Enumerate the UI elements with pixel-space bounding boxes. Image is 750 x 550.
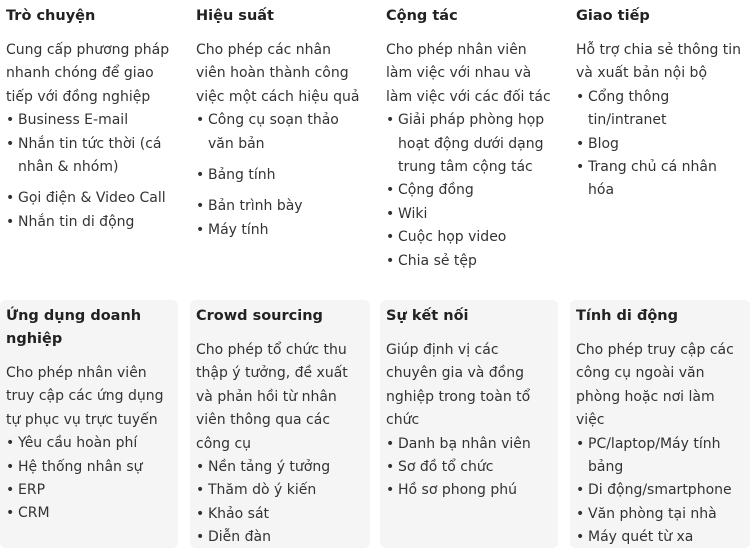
list-item: • Business E-mail — [6, 109, 172, 132]
list-item: • Máy tính — [196, 219, 364, 242]
list-item: • Bảng tính — [196, 164, 364, 187]
list-item: • Giải pháp phòng họp hoạt động dưới dạng trung tâm cộng tác — [386, 109, 552, 179]
list-item: • Cộng đồng — [386, 179, 552, 202]
card-title: Tính di động — [576, 308, 678, 324]
list-item: • PC/laptop/Máy tính bảng — [576, 433, 744, 480]
card-list — [196, 109, 364, 242]
list-item: • Trang chủ cá nhân hóa — [576, 156, 744, 203]
list-item: • Danh bạ nhân viên — [386, 433, 552, 456]
list-item: • Khảo sát — [196, 503, 364, 526]
card-list — [576, 433, 744, 550]
list-item: • Di động/smartphone — [576, 479, 744, 502]
list-item: • Cổng thông tin/intranet — [576, 86, 744, 133]
card-title: Crowd sourcing — [196, 308, 323, 324]
card-su-ket-noi — [380, 300, 558, 548]
card-title: Ứng dụng doanh nghiệp — [6, 308, 142, 347]
card-hieu-suat — [190, 0, 370, 290]
list-item: • Wiki — [386, 203, 552, 226]
list-item: • Máy quét từ xa — [576, 526, 744, 549]
list-item: • Blog — [576, 133, 744, 156]
list-item: • Thăm dò ý kiến — [196, 479, 364, 502]
list-item: • Bản trình bày — [196, 195, 364, 218]
list-item: • Hồ sơ phong phú — [386, 479, 552, 502]
card-description: Hỗ trợ chia sẻ thông tin và xuất bản nội bộ — [576, 42, 742, 82]
list-item: • Chia sẻ tệp — [386, 250, 552, 273]
card-ung-dung-doanh-nghiep — [0, 300, 178, 548]
card-title: Trò chuyện — [6, 8, 96, 24]
card-crowd-sourcing — [190, 300, 370, 548]
card-cong-tac — [380, 0, 558, 290]
list-item: • Diễn đàn — [196, 526, 364, 549]
card-list — [576, 86, 744, 203]
card-list — [196, 456, 364, 550]
card-description: Cho phép truy cập các công cụ ngoài văn phòng hoặc nơi làm việc — [576, 342, 734, 429]
card-title: Cộng tác — [386, 8, 458, 24]
card-description: Cho phép nhân viên làm việc với nhau và làm việc với các đối tác — [386, 42, 551, 105]
card-title: Giao tiếp — [576, 8, 650, 24]
list-item: • Sơ đồ tổ chức — [386, 456, 552, 479]
card-title: Sự kết nối — [386, 308, 469, 324]
list-item: • Công cụ soạn thảo văn bản — [196, 109, 364, 156]
card-description: Cho phép nhân viên truy cập các ứng dụng tự phục vụ trực tuyến — [6, 365, 164, 428]
card-tinh-di-dong — [570, 300, 750, 548]
card-list — [386, 109, 552, 273]
list-item: • Văn phòng tại nhà — [576, 503, 744, 526]
list-item: • Nhắn tin di động — [6, 211, 172, 234]
list-item: • Nền tảng ý tưởng — [196, 456, 364, 479]
card-tro-chuyen — [0, 0, 178, 290]
list-item: • Yêu cầu hoàn phí — [6, 432, 172, 455]
list-item: • Nhắn tin tức thời (cá nhân & nhóm) — [6, 133, 172, 180]
card-description: Giúp định vị các chuyên gia và đồng nghiệp trong toàn tổ chức — [386, 342, 531, 429]
card-list — [386, 433, 552, 503]
card-list — [6, 432, 172, 526]
card-description: Cho phép các nhân viên hoàn thành công việc một cách hiệu quả — [196, 42, 360, 105]
card-giao-tiep — [570, 0, 750, 290]
card-description: Cung cấp phương pháp nhanh chóng để giao tiếp với đồng nghiệp — [6, 42, 170, 105]
list-item: • Cuộc họp video — [386, 226, 552, 249]
card-list — [6, 109, 172, 234]
card-title: Hiệu suất — [196, 8, 274, 24]
list-item: • Gọi điện & Video Call — [6, 187, 172, 210]
card-description: Cho phép tổ chức thu thập ý tưởng, đề xuất và phản hồi từ nhân viên thông qua các công cụ — [196, 342, 348, 452]
list-item: • CRM — [6, 502, 172, 525]
list-item: • Hệ thống nhân sự — [6, 456, 172, 479]
list-item: • ERP — [6, 479, 172, 502]
